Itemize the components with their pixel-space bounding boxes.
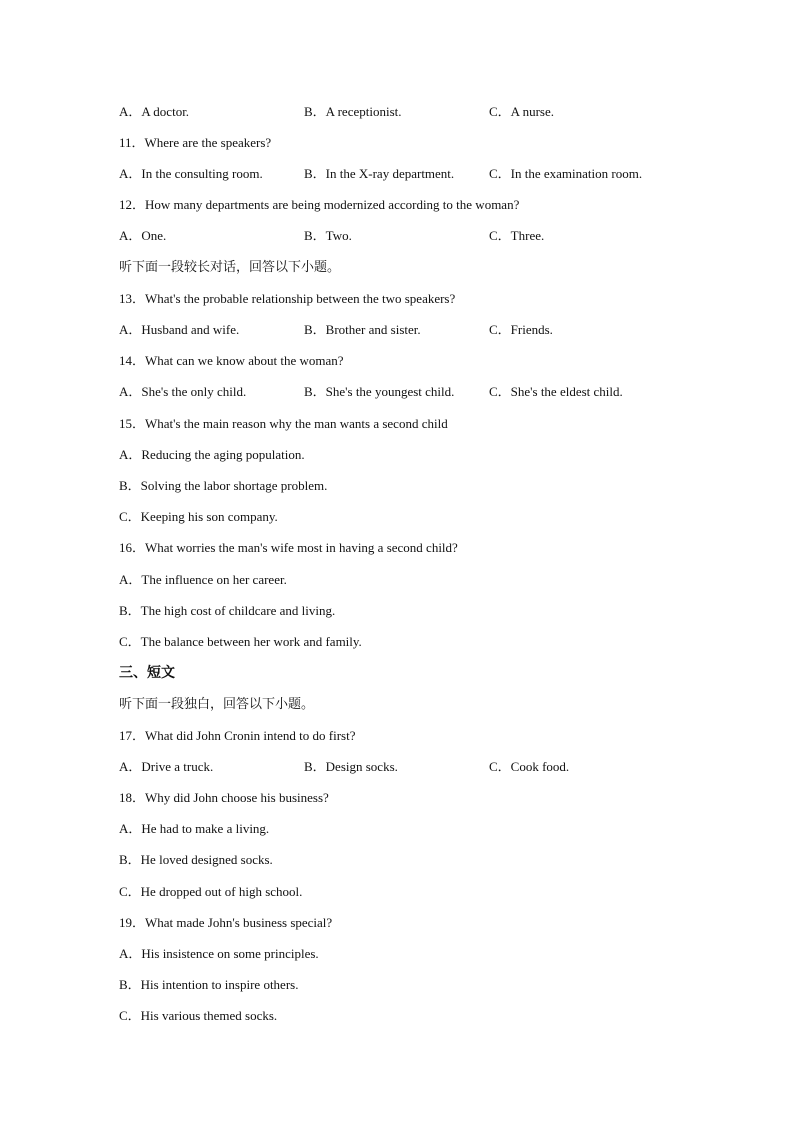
q15-question: 15．What's the main reason why the man wants a second child <box>119 416 448 431</box>
q11-option-c: C．In the examination room. <box>489 166 643 181</box>
q14-question: 14．What can we know about the woman? <box>119 353 344 368</box>
q12-option-c: C．Three. <box>489 228 545 243</box>
q15-option-c: C．Keeping his son company. <box>119 509 278 524</box>
section-heading: 三、短文 <box>119 665 175 681</box>
q17-option-b: B．Design socks. <box>304 759 398 774</box>
instruction-long-dialogue: 听下面一段较长对话，回答以下小题。 <box>119 260 341 275</box>
q11-option-a: A．In the consulting room. <box>119 166 263 181</box>
q19-option-a: A．His insistence on some principles. <box>119 946 319 961</box>
q17-option-c: C．Cook food. <box>489 759 570 774</box>
q13-question: 13．What's the probable relationship between the two speakers? <box>119 291 456 306</box>
q12-question: 12．How many departments are being modernized according to the woman? <box>119 197 520 212</box>
q13-option-b: B．Brother and sister. <box>304 322 421 337</box>
q15-option-a: A．Reducing the aging population. <box>119 447 305 462</box>
q11-question: 11．Where are the speakers? <box>119 135 272 150</box>
q16-option-a: A．The influence on her career. <box>119 572 287 587</box>
q13-option-a: A．Husband and wife. <box>119 322 240 337</box>
q14-option-b: B．She's the youngest child. <box>304 384 455 399</box>
q15-option-b: B．Solving the labor shortage problem. <box>119 478 328 493</box>
q10-option-b: B．A receptionist. <box>304 104 402 119</box>
q19-option-b: B．His intention to inspire others. <box>119 977 299 992</box>
q19-question: 19．What made John's business special? <box>119 915 333 930</box>
q18-option-c: C．He dropped out of high school. <box>119 884 303 899</box>
q11-option-b: B．In the X-ray department. <box>304 166 455 181</box>
q18-question: 18．Why did John choose his business? <box>119 790 329 805</box>
q12-option-a: A．One. <box>119 228 167 243</box>
q16-option-b: B．The high cost of childcare and living. <box>119 603 336 618</box>
q14-option-a: A．She's the only child. <box>119 384 247 399</box>
q17-question: 17．What did John Cronin intend to do first? <box>119 728 356 743</box>
q13-option-c: C．Friends. <box>489 322 553 337</box>
q16-question: 16．What worries the man's wife most in having a second child? <box>119 540 458 555</box>
q10-option-a: A．A doctor. <box>119 104 190 119</box>
q12-option-b: B．Two. <box>304 228 352 243</box>
q19-option-c: C．His various themed socks. <box>119 1008 278 1023</box>
q18-option-a: A．He had to make a living. <box>119 821 270 836</box>
q17-option-a: A．Drive a truck. <box>119 759 214 774</box>
q10-option-c: C．A nurse. <box>489 104 555 119</box>
q14-option-c: C．She's the eldest child. <box>489 384 623 399</box>
instruction-monologue: 听下面一段独白，回答以下小题。 <box>119 697 315 712</box>
q18-option-b: B．He loved designed socks. <box>119 852 273 867</box>
q16-option-c: C．The balance between her work and family. <box>119 634 362 649</box>
